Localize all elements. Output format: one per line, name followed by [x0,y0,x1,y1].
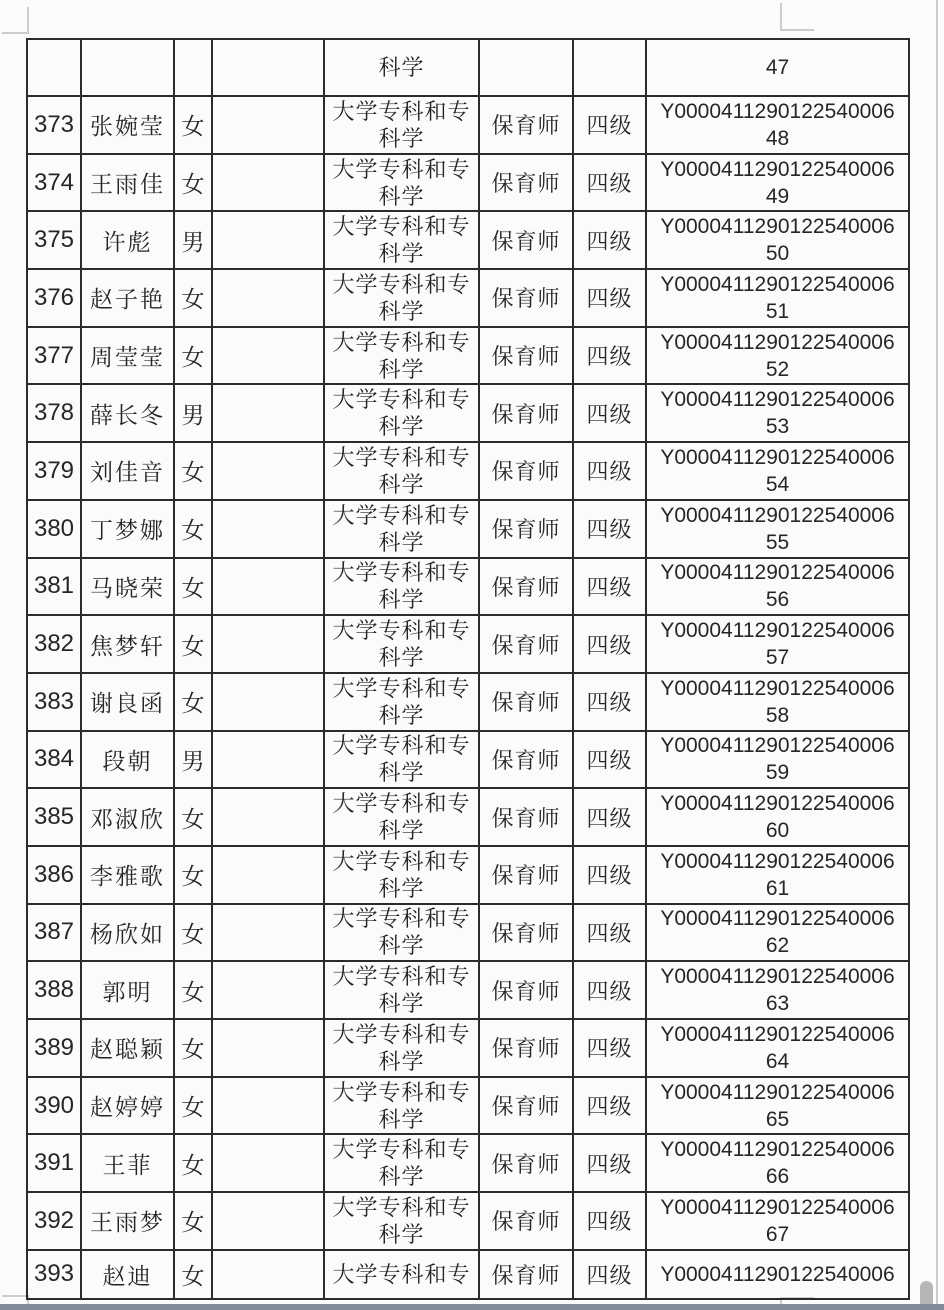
level-cell: 四级 [573,731,646,789]
occupation-cell: 保育师 [479,211,573,269]
education-line1: 大学专科和专 [332,618,471,644]
certificate-suffix: 63 [765,992,790,1016]
table-row [27,846,909,904]
certificate-suffix: 60 [765,819,790,843]
blank-cell [212,211,324,269]
education-cell [324,211,479,269]
education-line2: 科学 [378,702,425,728]
education-line2: 科学 [378,760,425,786]
certificate-cell [646,269,909,327]
education-line2: 科学 [378,933,425,959]
name-cell: 丁梦娜 [81,500,174,558]
certificate-suffix: 52 [765,357,790,381]
education-cell [324,154,479,212]
education-line2: 科学 [378,991,425,1017]
certificate-prefix: Y0000411290122540006 [660,561,895,585]
education-cell [324,673,479,731]
education-line1: 大学专科和专 [332,560,471,586]
certificate-suffix: 48 [765,126,790,150]
certificate-prefix: Y0000411290122540006 [660,1195,895,1219]
row-index-cell: 390 [27,1077,81,1135]
row-index-cell: 382 [27,615,81,673]
education-line1: 大学专科和专 [332,1079,471,1105]
certificate-prefix: Y0000411290122540006 [660,503,895,527]
gender-cell: 女 [174,500,212,558]
gender-cell: 女 [174,1192,212,1250]
blank-cell [212,558,324,616]
level-cell: 四级 [573,961,646,1019]
margin-mark-top-left-icon [2,7,29,34]
gender-cell: 男 [174,211,212,269]
certificate-prefix: Y0000411290122540006 [660,1262,895,1286]
occupation-cell: 保育师 [479,1134,573,1192]
education-line1: 大学专科和专 [332,964,471,990]
gender-cell: 女 [174,961,212,1019]
occupation-cell: 保育师 [479,1077,573,1135]
row-index-cell: 374 [27,154,81,212]
blank-cell [212,1019,324,1077]
education-line2: 科学 [378,183,425,209]
table-row [27,1250,909,1299]
table-row [27,269,909,327]
occupation-cell: 保育师 [479,788,573,846]
certificate-cell [646,731,909,789]
education-cell [324,442,479,500]
blank-cell [212,961,324,1019]
blank-cell [212,904,324,962]
education-cell [324,384,479,442]
name-cell: 刘佳音 [81,442,174,500]
certificate-prefix: Y0000411290122540006 [660,330,895,354]
level-cell: 四级 [573,96,646,154]
education-cell [324,788,479,846]
table-row [27,327,909,385]
education-cell [324,1019,479,1077]
education-line2: 科学 [378,1106,425,1132]
blank-cell [212,39,324,96]
blank-cell [212,1250,324,1299]
education-cell [324,269,479,327]
certificate-prefix: Y0000411290122540006 [660,157,895,181]
table-row [27,96,909,154]
gender-cell: 女 [174,96,212,154]
education-line2: 科学 [378,241,425,267]
level-cell: 四级 [573,788,646,846]
occupation-cell: 保育师 [479,384,573,442]
blank-cell [212,500,324,558]
certificate-cell [646,904,909,962]
education-cell [324,615,479,673]
table-body [27,39,909,1299]
education-line2: 科学 [378,356,425,382]
table-row [27,1192,909,1250]
level-cell: 四级 [573,1077,646,1135]
certificate-prefix: Y0000411290122540006 [660,849,895,873]
certificate-roster-table [26,38,910,1300]
gender-cell: 女 [174,1134,212,1192]
occupation-cell: 保育师 [479,961,573,1019]
blank-cell [212,96,324,154]
education-line2: 科学 [378,875,425,901]
certificate-prefix: Y0000411290122540006 [660,619,895,643]
row-index-cell: 373 [27,96,81,154]
level-cell: 四级 [573,1192,646,1250]
education-line1: 大学专科和专 [332,848,471,874]
table-row [27,384,909,442]
education-line2: 科学 [378,529,425,555]
name-cell: 张婉莹 [81,96,174,154]
education-cell [324,961,479,1019]
gender-cell: 女 [174,442,212,500]
row-index-cell: 389 [27,1019,81,1077]
blank-cell [212,442,324,500]
level-cell: 四级 [573,558,646,616]
row-index-cell: 385 [27,788,81,846]
certificate-suffix: 54 [765,472,790,496]
education-line2: 科学 [378,125,425,151]
education-line1: 大学专科和专 [332,1137,471,1163]
certificate-suffix: 50 [765,242,790,266]
education-line1: 大学专科和专 [332,156,471,182]
level-cell: 四级 [573,846,646,904]
education-line1: 大学专科和专 [332,271,471,297]
name-cell: 王菲 [81,1134,174,1192]
certificate-suffix: 64 [765,1049,790,1073]
gender-cell: 女 [174,1250,212,1299]
level-cell: 四级 [573,615,646,673]
certificate-cell [646,154,909,212]
education-cell [324,1134,479,1192]
table-row [27,731,909,789]
blank-cell [212,1134,324,1192]
blank-cell [212,846,324,904]
certificate-prefix: Y0000411290122540006 [660,1022,895,1046]
gender-cell: 女 [174,615,212,673]
name-cell [81,39,174,96]
gender-cell: 女 [174,327,212,385]
row-index-cell: 387 [27,904,81,962]
education-cell [324,904,479,962]
occupation-cell: 保育师 [479,673,573,731]
level-cell: 四级 [573,1134,646,1192]
occupation-cell: 保育师 [479,154,573,212]
certificate-suffix: 55 [765,530,790,554]
level-cell: 四级 [573,1250,646,1299]
table-row [27,961,909,1019]
education-wrapped-text: 科学 [378,55,425,80]
certificate-prefix: Y0000411290122540006 [660,792,895,816]
row-index-cell: 388 [27,961,81,1019]
blank-cell [212,731,324,789]
name-cell: 赵婷婷 [81,1077,174,1135]
name-cell: 邓淑欣 [81,788,174,846]
row-index-cell: 381 [27,558,81,616]
certificate-suffix: 65 [765,1107,790,1131]
education-cell [324,1250,479,1299]
occupation-cell: 保育师 [479,904,573,962]
row-index-cell: 375 [27,211,81,269]
gender-cell: 男 [174,731,212,789]
education-line1: 大学专科和专 [332,733,471,759]
education-line2: 科学 [378,1221,425,1247]
education-line2: 科学 [378,818,425,844]
row-index-cell: 391 [27,1134,81,1192]
name-cell: 马晓荣 [81,558,174,616]
occupation-cell: 保育师 [479,1192,573,1250]
education-cell [324,96,479,154]
gender-cell: 女 [174,673,212,731]
certificate-prefix: Y0000411290122540006 [660,272,895,296]
education-cell [324,846,479,904]
table-row [27,788,909,846]
table-row [27,1019,909,1077]
certificate-cell [646,1077,909,1135]
level-cell: 四级 [573,269,646,327]
level-cell: 四级 [573,442,646,500]
certificate-prefix: Y0000411290122540006 [660,676,895,700]
education-line1: 大学专科和专 [332,1261,471,1287]
row-index-cell: 392 [27,1192,81,1250]
name-cell: 王雨佳 [81,154,174,212]
education-cell [324,558,479,616]
certificate-prefix: Y0000411290122540006 [660,734,895,758]
name-cell: 王雨梦 [81,1192,174,1250]
name-cell: 李雅歌 [81,846,174,904]
certificate-suffix: 58 [765,703,790,727]
certificate-cell [646,788,909,846]
occupation-cell: 保育师 [479,1019,573,1077]
name-cell: 杨欣如 [81,904,174,962]
certificate-cell [646,39,909,96]
occupation-cell: 保育师 [479,500,573,558]
occupation-cell: 保育师 [479,442,573,500]
education-line1: 大学专科和专 [332,675,471,701]
row-index-cell: 380 [27,500,81,558]
certificate-cell [646,615,909,673]
name-cell: 郭明 [81,961,174,1019]
certificate-cell [646,96,909,154]
page-edge-line [936,0,938,1310]
name-cell: 薛长冬 [81,384,174,442]
blank-cell [212,615,324,673]
table-row [27,558,909,616]
name-cell: 焦梦轩 [81,615,174,673]
level-cell: 四级 [573,904,646,962]
education-cell [324,39,479,96]
table-row [27,904,909,962]
blank-cell [212,154,324,212]
certificate-suffix: 66 [765,1165,790,1189]
certificate-suffix: 57 [765,646,790,670]
gender-cell: 女 [174,269,212,327]
gender-cell: 女 [174,1077,212,1135]
gender-cell: 女 [174,846,212,904]
level-cell: 四级 [573,673,646,731]
certificate-wrapped-text: 47 [765,56,790,79]
occupation-cell [479,39,573,96]
certificate-suffix: 49 [765,184,790,208]
level-cell: 四级 [573,384,646,442]
education-line1: 大学专科和专 [332,791,471,817]
level-cell: 四级 [573,211,646,269]
occupation-cell: 保育师 [479,269,573,327]
education-line2: 科学 [378,587,425,613]
certificate-cell [646,673,909,731]
name-cell: 赵聪颖 [81,1019,174,1077]
education-cell [324,327,479,385]
level-cell [573,39,646,96]
name-cell: 谢良函 [81,673,174,731]
gender-cell: 女 [174,904,212,962]
level-cell: 四级 [573,327,646,385]
blank-cell [212,788,324,846]
row-index-cell: 393 [27,1250,81,1299]
education-cell [324,500,479,558]
education-line1: 大学专科和专 [332,214,471,240]
table-row [27,500,909,558]
row-index-cell: 376 [27,269,81,327]
blank-cell [212,1077,324,1135]
education-line2: 科学 [378,1048,425,1074]
certificate-prefix: Y0000411290122540006 [660,965,895,989]
certificate-prefix: Y0000411290122540006 [660,1080,895,1104]
certificate-prefix: Y0000411290122540006 [660,99,895,123]
blank-cell [212,327,324,385]
occupation-cell: 保育师 [479,327,573,385]
row-index-cell: 384 [27,731,81,789]
occupation-cell: 保育师 [479,96,573,154]
education-line1: 大学专科和专 [332,444,471,470]
certificate-cell [646,1019,909,1077]
table-row [27,1134,909,1192]
table-row [27,442,909,500]
education-cell [324,1192,479,1250]
occupation-cell: 保育师 [479,615,573,673]
table-row [27,211,909,269]
name-cell: 许彪 [81,211,174,269]
name-cell: 周莹莹 [81,327,174,385]
gender-cell: 男 [174,384,212,442]
education-line2: 科学 [378,1164,425,1190]
education-line1: 大学专科和专 [332,387,471,413]
certificate-cell [646,327,909,385]
certificate-suffix: 61 [765,876,790,900]
blank-cell [212,269,324,327]
education-line1: 大学专科和专 [332,502,471,528]
level-cell: 四级 [573,154,646,212]
certificate-prefix: Y0000411290122540006 [660,1138,895,1162]
table-row [27,154,909,212]
gender-cell: 女 [174,558,212,616]
row-index-cell: 383 [27,673,81,731]
table-row [27,673,909,731]
certificate-cell [646,1192,909,1250]
certificate-cell [646,846,909,904]
education-cell [324,1077,479,1135]
photo-bottom-edge [0,1304,944,1310]
certificate-cell [646,1250,909,1299]
education-line1: 大学专科和专 [332,1021,471,1047]
level-cell: 四级 [573,500,646,558]
occupation-cell: 保育师 [479,1250,573,1299]
education-line1: 大学专科和专 [332,1194,471,1220]
certificate-cell [646,1134,909,1192]
education-line1: 大学专科和专 [332,329,471,355]
certificate-prefix: Y0000411290122540006 [660,445,895,469]
certificate-suffix: 62 [765,934,790,958]
education-line1: 大学专科和专 [332,98,471,124]
certificate-suffix: 53 [765,415,790,439]
certificate-suffix: 51 [765,299,790,323]
gender-cell [174,39,212,96]
occupation-cell: 保育师 [479,846,573,904]
row-index-cell: 379 [27,442,81,500]
certificate-cell [646,500,909,558]
certificate-cell [646,384,909,442]
table-row [27,615,909,673]
level-cell: 四级 [573,1019,646,1077]
certificate-suffix: 56 [765,588,790,612]
certificate-prefix: Y0000411290122540006 [660,388,895,412]
row-index-cell: 378 [27,384,81,442]
certificate-cell [646,442,909,500]
certificate-prefix: Y0000411290122540006 [660,907,895,931]
education-line2: 科学 [378,471,425,497]
gender-cell: 女 [174,1019,212,1077]
blank-cell [212,673,324,731]
education-line1: 大学专科和专 [332,906,471,932]
certificate-prefix: Y0000411290122540006 [660,215,895,239]
row-index-cell [27,39,81,96]
carryover-row [27,39,909,96]
occupation-cell: 保育师 [479,731,573,789]
education-line2: 科学 [378,645,425,671]
table-row [27,1077,909,1135]
education-cell [324,731,479,789]
certificate-cell [646,961,909,1019]
row-index-cell: 386 [27,846,81,904]
certificate-cell [646,211,909,269]
gender-cell: 女 [174,788,212,846]
education-line2: 科学 [378,298,425,324]
gender-cell: 女 [174,154,212,212]
certificate-suffix: 59 [765,761,790,785]
name-cell: 赵迪 [81,1250,174,1299]
certificate-suffix: 67 [765,1222,790,1246]
name-cell: 赵子艳 [81,269,174,327]
certificate-cell [646,558,909,616]
name-cell: 段朝 [81,731,174,789]
occupation-cell: 保育师 [479,558,573,616]
education-line2: 科学 [378,414,425,440]
blank-cell [212,1192,324,1250]
row-index-cell: 377 [27,327,81,385]
margin-mark-top-right-icon [780,3,814,31]
blank-cell [212,384,324,442]
